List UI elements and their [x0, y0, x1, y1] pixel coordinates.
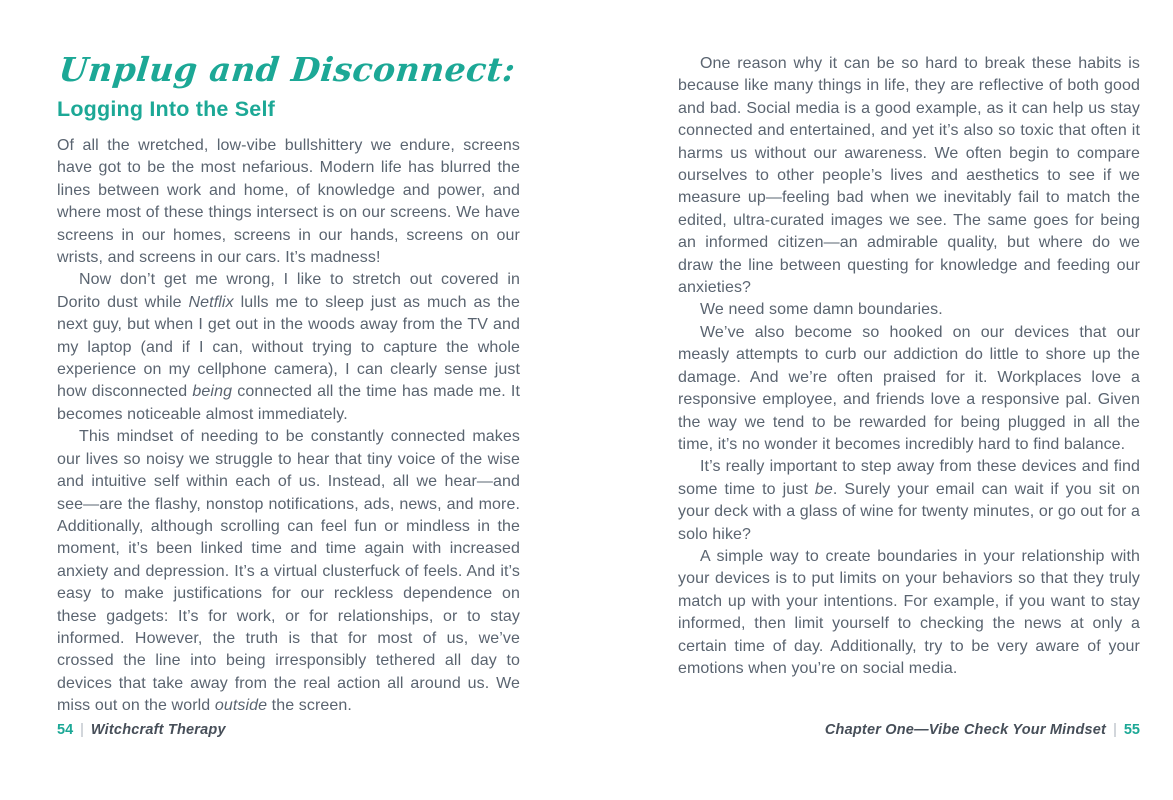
left-page-number: 54 — [57, 722, 74, 738]
paragraph: We need some damn boundaries. — [700, 301, 943, 319]
book-title: Witchcraft Therapy — [90, 722, 226, 738]
paragraph: Now don’t get me wrong, I like to stretch out covered in Dorito dust while Netflix lulls me to sleep just as much as the next guy, but when I get out in the woods away from the TV and my laptop (and if I can, without trying to capture the whole experience on my cellphone camera), I can clearly sense just how disconnected being connected all the time has made me. It becomes noticeable almost immediately. — [57, 271, 520, 423]
right-page-paragraphs — [678, 53, 1140, 680]
paragraph: We’ve also become so hooked on our devices that our measly attempts to curb our addiction do little to shore up the damage. And we’re often praised for it. Workplaces love a responsive employee, and friends love a responsive pal. Given the way we tend to be rewarded for being plugged in all the time, it’s no wonder it becomes incredibly hard to find balance. — [678, 323, 1140, 453]
paragraph: Of all the wretched, low-vibe bullshittery we endure, screens have got to be the most nefarious. Modern life has blurred the lines between work and home, of knowledge and power, and where most of these things intersect is on our screens. We have screens in our homes, screens in our hands, screens on our wrists, and screens in our cars. It’s madness! — [57, 137, 520, 267]
left-page-footer — [57, 721, 226, 739]
footer-divider: | — [1113, 722, 1117, 738]
right-page-footer — [825, 721, 1140, 739]
chapter-title: Chapter One—Vibe Check Your Mindset — [824, 722, 1107, 738]
right-page — [678, 53, 1140, 680]
left-page — [57, 50, 520, 718]
right-page-number: 55 — [1123, 722, 1140, 738]
footer-divider: | — [80, 722, 84, 738]
script-heading: Unplug and Disconnect: — [57, 50, 518, 89]
paragraph: A simple way to create boundaries in your relationship with your devices is to put limits on your behaviors so that they truly match up with your intentions. For example, if you want to stay informed, then limit yourself to checking the news at only a certain time of day. Additionally, try to be very aware of your emotions when you’re on social media. — [678, 547, 1140, 677]
paragraph: This mindset of needing to be constantly connected makes our lives so noisy we struggle to hear that tiny voice of the wise and intuitive self within each of us. Instead, all we hear—and see—are the flashy, nonstop notifications, ads, news, and more. Additionally, although scrolling can feel fun or mindless in the moment, it’s been linked time and time again with increased anxiety and depression. It’s a virtual clusterfuck of feels. And it’s easy to make justifications for our reckless dependence on these gadgets: It’s for work, or for relationships, or to stay informed. However, the truth is that for most of us, we’ve crossed the line into being irresponsibly tethered all day to devices that take away from the real action all around us. We miss out on the world outside the screen. — [57, 428, 520, 715]
left-page-paragraphs — [57, 135, 520, 718]
paragraph: It’s really important to step away from these devices and find some time to just be. Surely your email can wait if you sit on your deck with a glass of wine for twenty minutes, or go out for a solo hike? — [678, 458, 1140, 543]
paragraph: One reason why it can be so hard to break these habits is because like many things in life, they are reflective of both good and bad. Social media is a good example, as it can help us stay connected and entertained, and yet it’s also so toxic that often it harms us without our awareness. We often begin to compare ourselves to other people’s lives and aesthetics to see if we measure up—feeling bad when we inevitably fail to match the edited, ultra-curated images we see. The same goes for being an informed citizen—an admirable quality, but where do we draw the line between questing for knowledge and feeding our anxieties? — [678, 55, 1140, 297]
subheading: Logging Into the Self — [57, 97, 275, 121]
